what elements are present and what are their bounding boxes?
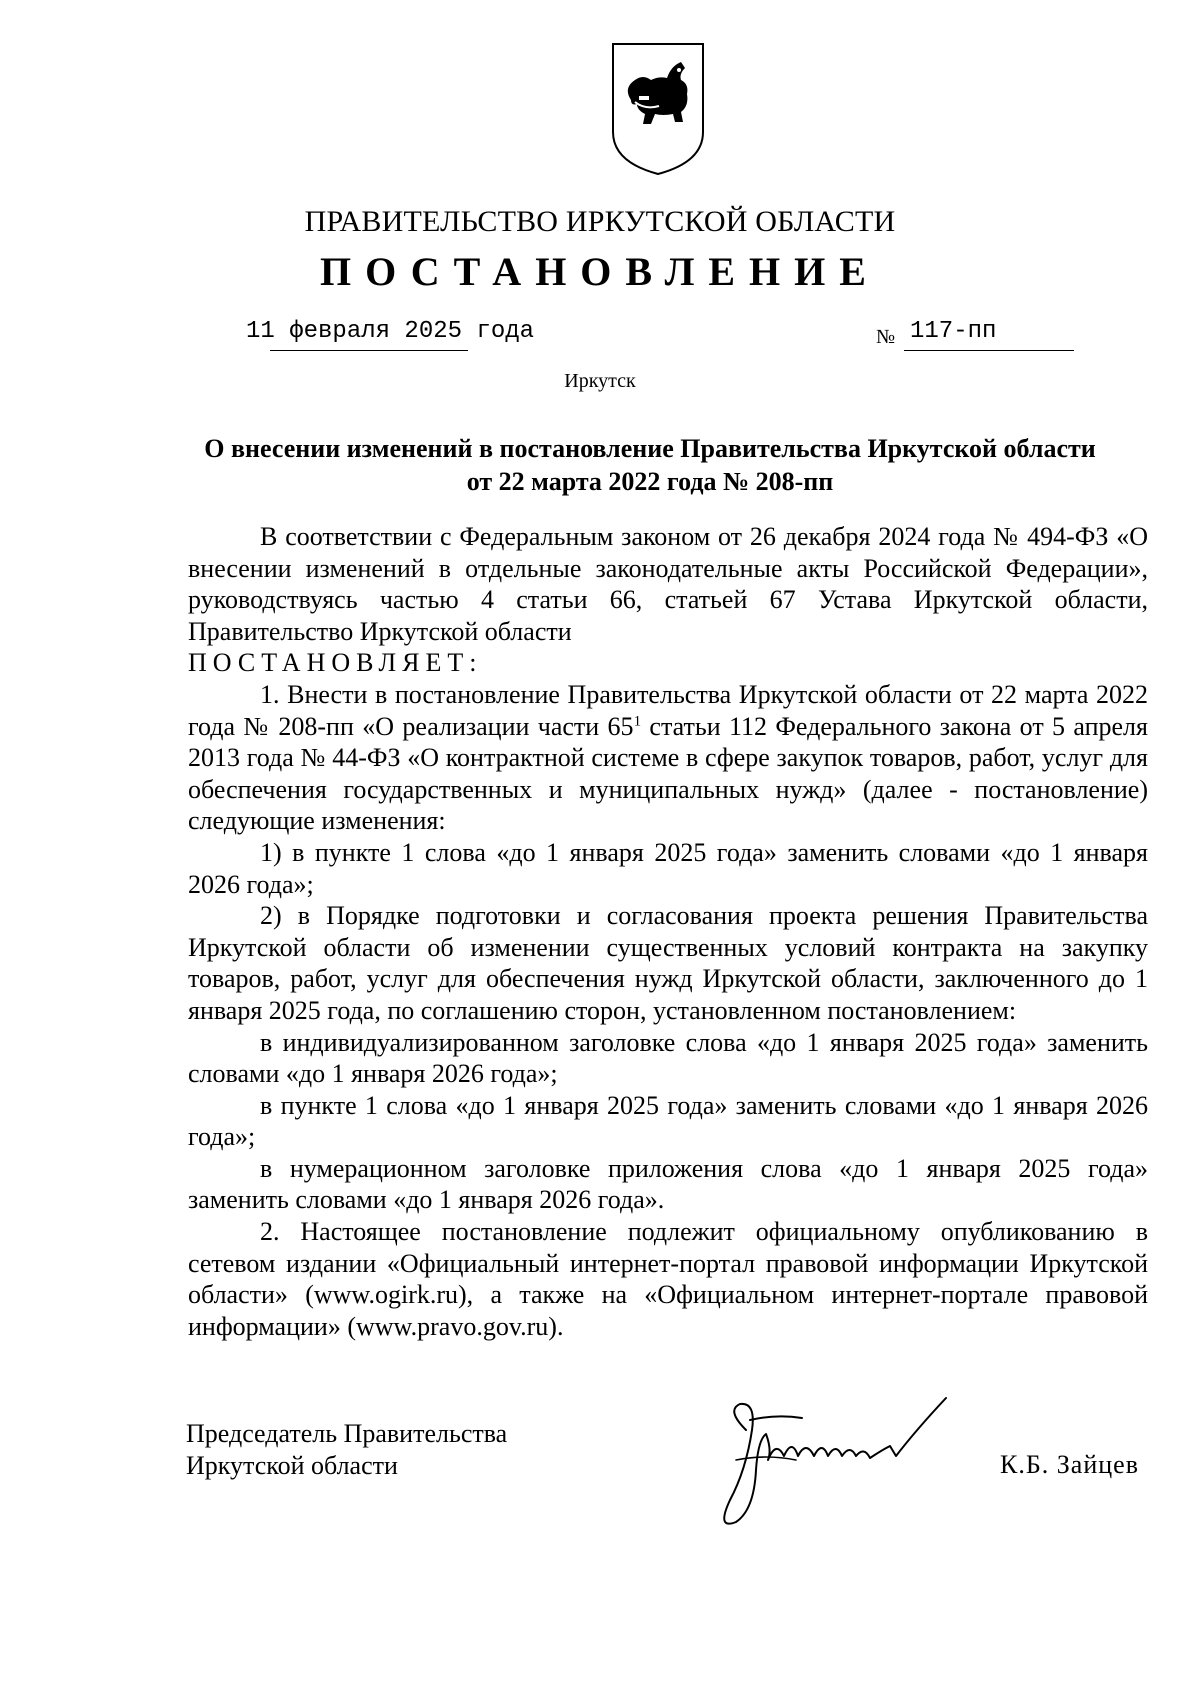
signatory-position (186, 1418, 507, 1482)
document-city: Иркутск (564, 370, 636, 392)
title-line-2: от 22 марта 2022 года № 208-пп (466, 467, 834, 496)
document-number: 117-пп (910, 318, 997, 345)
paragraph-1-text-b: статьи 112 Федерального закона от 5 апреля 2013 года № 44-ФЗ «О контрактной системе в сфере закупок товаров, работ, услуг для обеспечения государственных и муниципальных нужд» (далее - постановление) следующие изменения: (188, 711, 1148, 836)
title-line-1: О внесении изменений в постановление Правительства Иркутской области (204, 434, 1096, 463)
paragraph-1-item-2: 2) в Порядке подготовки и согласования проекта решения Правительства Иркутской области об изменении существенных условий контракта на закупку товаров, работ, услуг для обеспечения нужд Иркутской области, заключенного до 1 января 2025 года, по соглашению сторон, установленном постановлением: (188, 901, 1148, 1025)
signatory-name: К.Б. Зайцев (1000, 1450, 1139, 1479)
document-title (160, 432, 1140, 498)
document-body (188, 521, 1148, 1342)
paragraph-1-item-1: 1) в пункте 1 слова «до 1 января 2025 года» заменить словами «до 1 января 2026 года»; (188, 837, 1148, 899)
number-underline (904, 350, 1074, 351)
date-underline (270, 350, 468, 351)
government-name: ПРАВИТЕЛЬСТВО ИРКУТСКОЙ ОБЛАСТИ (304, 205, 896, 238)
document-type: ПОСТАНОВЛЕНИЕ (320, 249, 880, 294)
paragraph-1-item-2b: в пункте 1 слова «до 1 января 2025 года» заменить словами «до 1 января 2026 года»; (188, 1090, 1148, 1152)
paragraph-1-text-a: 1. Внести в постановление Правительства Иркутской области от 22 марта 2022 года № 208-пп «О реализации части 65 (188, 679, 1148, 741)
paragraph-1-item-2a: в индивидуализированном заголовке слова «до 1 января 2025 года» заменить словами «до 1 января 2026 года»; (188, 1027, 1148, 1089)
paragraph-1 (188, 679, 1148, 837)
position-line-2: Иркутской области (186, 1451, 398, 1480)
number-sign: № (876, 326, 896, 348)
document-date: 11 февраля 2025 года (246, 318, 535, 345)
paragraph-2: 2. Настоящее постановление подлежит официальному опубликованию в сетевом издании «Официальный интернет-портал правовой информации Иркутской области» (www.ogirk.ru), а также на «Официальном интернет-портале правовой информации» (www.pravo.gov.ru). (188, 1217, 1148, 1341)
position-line-1: Председатель Правительства (186, 1419, 508, 1448)
preamble-paragraph: В соответствии с Федеральным законом от 26 декабря 2024 года № 494-ФЗ «О внесении изменений в отдельные законодательные акты Российской Федерации», руководствуясь частью 4 статьи 66, статьей 67 Устава Иркутской области, Правительство Иркутской области (188, 522, 1148, 646)
handwritten-signature-icon (706, 1390, 986, 1540)
coat-of-arms-emblem-icon (609, 40, 707, 178)
resolves-heading: ПОСТАНОВЛЯЕТ: (188, 648, 483, 678)
paragraph-1-item-2c: в нумерационном заголовке приложения слова «до 1 января 2025 года» заменить словами «до 1 января 2026 года». (188, 1153, 1148, 1215)
paragraph-1-superscript: 1 (633, 712, 642, 729)
